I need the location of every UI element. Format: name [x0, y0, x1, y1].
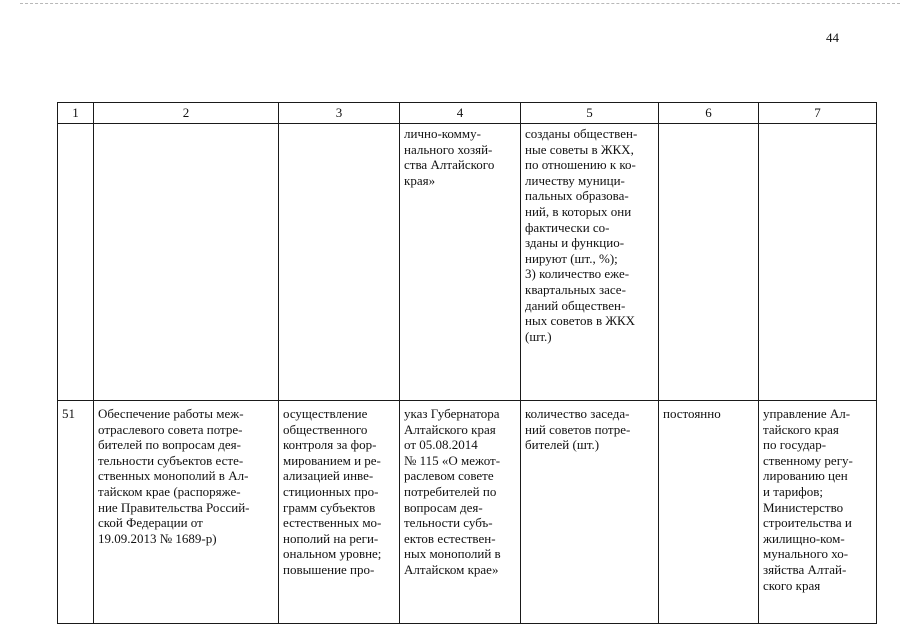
table-row-51: [58, 401, 877, 624]
table-row-continuation: [58, 124, 877, 401]
table-cell: [759, 124, 877, 401]
table-header-row: [58, 103, 877, 124]
table-cell: лично-комму- нального хозяй- ства Алтайского края»: [400, 124, 521, 401]
table-cell: управление Ал- тайского края по государ- ственному регу- лированию цен и тарифов; Министерство строительства и жилищно-ком- мунального хо- зяйства Алтай- ского края: [759, 401, 877, 624]
table-cell: [279, 124, 400, 401]
table-cell: количество заседа- ний советов потре- бителей (шт.): [521, 401, 659, 624]
table-cell: постоянно: [659, 401, 759, 624]
table-cell: [58, 124, 94, 401]
document-table: [57, 102, 877, 624]
column-header-4: 4: [400, 103, 521, 124]
column-header-3: 3: [279, 103, 400, 124]
column-header-7: 7: [759, 103, 877, 124]
page-top-rule: [20, 3, 900, 4]
column-header-6: 6: [659, 103, 759, 124]
table-cell: Обеспечение работы меж- отраслевого совета потре- бителей по вопросам дея- тельности субъектов есте- ственных монополий в Ал- тайском крае (распоряже- ние Правительства Россий- ской Федерации от 19.09.2013 № 1689-р): [94, 401, 279, 624]
row-number-cell: 51: [58, 401, 94, 624]
page-number: 44: [826, 30, 839, 45]
column-header-1: 1: [58, 103, 94, 124]
table-cell: [659, 124, 759, 401]
table-cell: созданы обществен- ные советы в ЖКХ, по отношению к ко- личеству муници- пальных образова- ний, в которых они фактически со- зданы и функцио- нируют (шт., %); 3) количество еже- квартальных засе- даний обществен- ных советов в ЖКХ (шт.): [521, 124, 659, 401]
table-cell: осуществление общественного контроля за фор- мированием и ре- ализацией инве- стиционных про- грамм субъектов естественных мо- нополий на реги- ональном уровне; повышение про-: [279, 401, 400, 624]
table-cell: указ Губернатора Алтайского края от 05.08.2014 № 115 «О межот- раслевом совете потребителей по вопросам дея- тельности субъ- ектов естествен- ных монополий в Алтайском крае»: [400, 401, 521, 624]
column-header-5: 5: [521, 103, 659, 124]
table-cell: [94, 124, 279, 401]
column-header-2: 2: [94, 103, 279, 124]
